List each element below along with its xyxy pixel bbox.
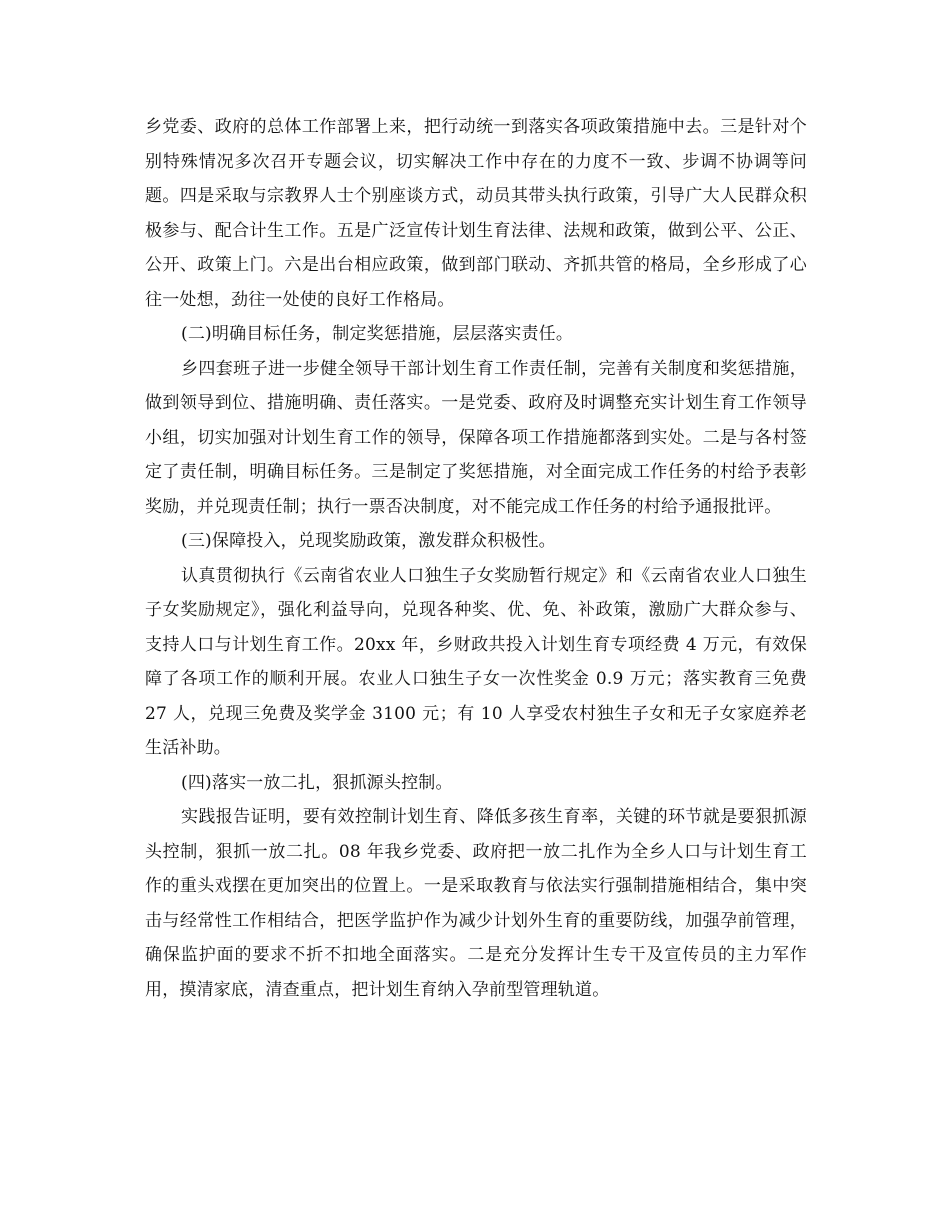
paragraph-continued-measures: 乡党委、政府的总体工作部署上来，把行动统一到落实各项政策措施中去。三是针对个别特殊情况多次召开专题会议，切实解决工作中存在的力度不一致、步调不协调等问题。四是采取与宗教界人士个别座谈方式，动员其带头执行政策，引导广大人民群众积极参与、配合计生工作。五是广泛宣传计划生育法律、法规和政策，做到公平、公正、公开、政策上门。六是出台相应政策，做到部门联动、齐抓共管的格局，全乡形成了心往一处想，劲往一处使的良好工作格局。	[145, 117, 807, 310]
section-heading-2: (二)明确目标任务，制定奖惩措施，层层落实责任。	[181, 324, 574, 344]
section-heading-3: (三)保障投入，兑现奖励政策，激发群众积极性。	[181, 531, 556, 551]
section-heading-4: (四)落实一放二扎，狠抓源头控制。	[181, 772, 453, 793]
paragraph-incentive-policies: 认真贯彻执行《云南省农业人口独生子女奖励暂行规定》和《云南省农业人口独生子女奖励规定》，强化利益导向，兑现各种奖、优、免、补政策，激励广大群众参与、支持人口与计划生育工作。20xx 年，乡财政共投入计划生育专项经费 4 万元，有效保障了各项工作的顺利开展。农业人口独生子女一次性奖金 0.9 万元；落实教育三免费 27 人，兑现三免费及奖学金 3100 元；有 10 人享受农村独生子女和无子女家庭养老生活补助。	[145, 565, 807, 758]
document-body	[145, 110, 807, 1007]
paragraph-responsibility-system: 乡四套班子进一步健全领导干部计划生育工作责任制，完善有关制度和奖惩措施，做到领导到位、措施明确、责任落实。一是党委、政府及时调整充实计划生育工作领导小组，切实加强对计划生育工作的领导，保障各项工作措施都落到实处。二是与各村签定了责任制，明确目标任务。三是制定了奖惩措施，对全面完成工作任务的村给予表彰奖励，并兑现责任制；执行一票否决制度，对不能完成工作任务的村给予通报批评。	[145, 358, 807, 517]
paragraph-source-control: 实践报告证明，要有效控制计划生育、降低多孩生育率，关键的环节就是要狠抓源头控制，狠抓一放二扎。08 年我乡党委、政府把一放二扎作为全乡人口与计划生育工作的重头戏摆在更加突出的位置上。一是采取教育与依法实行强制措施相结合，集中突击与经常性工作相结合，把医学监护作为减少计划外生育的重要防线，加强孕前管理，确保监护面的要求不折不扣地全面落实。二是充分发挥计生专干及宣传员的主力军作用，摸清家底，清查重点，把计划生育纳入孕前型管理轨道。	[145, 807, 807, 1000]
